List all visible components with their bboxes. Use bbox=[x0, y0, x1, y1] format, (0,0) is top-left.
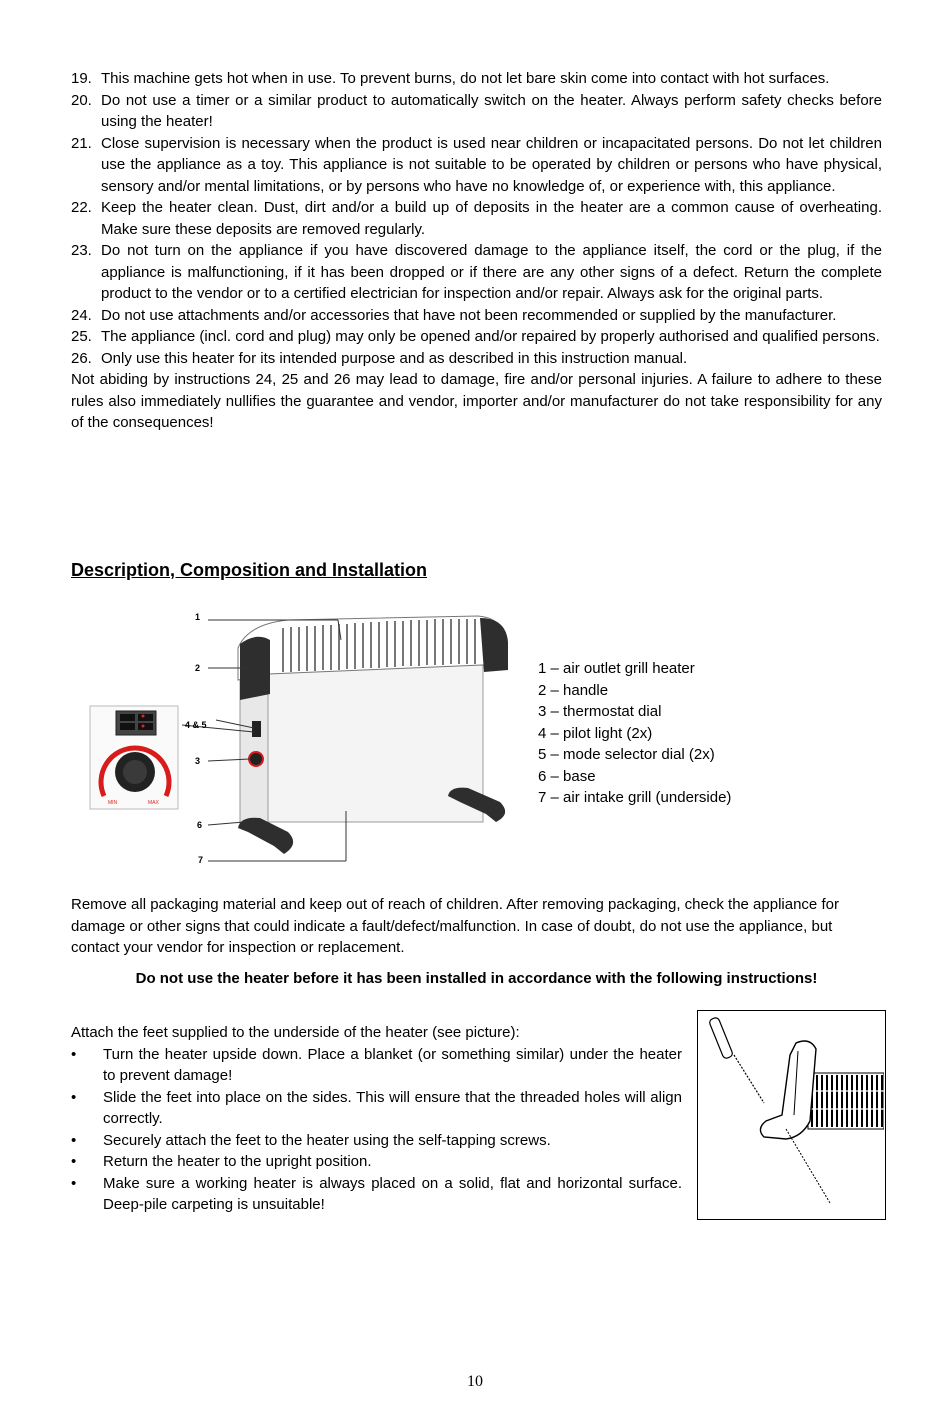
dial-min-label: MIN bbox=[108, 800, 118, 806]
feet-intro: Attach the feet supplied to the underside of the heater (see picture): bbox=[71, 1024, 520, 1041]
callout-7: 7 bbox=[198, 855, 204, 865]
safety-instructions-list bbox=[71, 68, 882, 434]
parts-legend bbox=[538, 658, 731, 809]
legend-item: 4 – pilot light (2x) bbox=[538, 724, 653, 742]
legend-item: 2 – handle bbox=[538, 681, 609, 699]
bullet-icon: • bbox=[71, 1088, 77, 1106]
bullet-icon: • bbox=[71, 1045, 77, 1063]
bullet-icon: • bbox=[71, 1153, 77, 1170]
list-item: 26. Only use this heater for its intended purpose and as described in this instruction manual. bbox=[71, 349, 688, 367]
list-item: • Make sure a working heater is always placed on a solid, flat and horizontal surface. Deep-pile carpeting is unsuitable! bbox=[71, 1174, 682, 1213]
list-item: • Return the heater to the upright position. bbox=[71, 1151, 682, 1173]
callout-4-5: 4 & 5 bbox=[185, 720, 207, 730]
list-item: 19. This machine gets hot when in use. To prevent burns, do not let bare skin come into contact with hot surfaces. bbox=[71, 70, 830, 87]
list-item: 22. Keep the heater clean. Dust, dirt and/or a build up of deposits in the heater are a common cause of overheating. Make sure these deposits are removed regularly. bbox=[71, 199, 882, 238]
list-item: 21. Close supervision is necessary when the product is used near children or incapacitated persons. Do not let children use the appliance as a toy. This appliance is not suitable to be operated by children or persons who have physical, sensory and/or mental limitations, or by persons who have no knowledge of, or experience with, this appliance. bbox=[71, 134, 882, 195]
callout-2: 2 bbox=[195, 663, 201, 673]
list-item: 24. Do not use attachments and/or accessories that have not been recommended or supplied by the manufacturer. bbox=[71, 306, 837, 324]
legend-item: 3 – thermostat dial bbox=[538, 703, 662, 720]
heater-diagram bbox=[88, 596, 528, 868]
screwdriver-and-foot-drawing bbox=[698, 1011, 884, 1218]
section-heading: Description, Composition and Installation bbox=[71, 560, 428, 580]
list-item: 23. Do not turn on the appliance if you have discovered damage to the appliance itself, the cord or the plug, if the appliance is malfunctioning, if it has been dropped or if there are any other signs of a defect. Return the complete product to the vendor or to a certified electrician for inspection and/or repair. Always ask for the original parts. bbox=[71, 242, 882, 302]
bullet-icon: • bbox=[71, 1131, 77, 1149]
list-item: 25. The appliance (incl. cord and plug) may only be opened and/or repaired by properly authorised and qualified persons. bbox=[71, 328, 880, 345]
list-item: 20. Do not use a timer or a similar product to automatically switch on the heater. Always perform safety checks before using the heater! bbox=[71, 91, 882, 130]
callout-6: 6 bbox=[197, 820, 203, 830]
feet-instructions bbox=[71, 1022, 682, 1216]
bullet-icon: • bbox=[71, 1174, 77, 1192]
legend-item: 1 – air outlet grill heater bbox=[538, 660, 695, 677]
list-item: • Securely attach the feet to the heater using the self-tapping screws. bbox=[71, 1130, 682, 1152]
heater-body bbox=[238, 616, 508, 854]
dial-max-label: MAX bbox=[148, 800, 159, 806]
callout-3: 3 bbox=[195, 756, 201, 766]
list-item: • Turn the heater upside down. Place a blanket (or something similar) under the heater to prevent damage! bbox=[71, 1045, 682, 1084]
legend-item: 7 – air intake grill (underside) bbox=[538, 789, 732, 806]
page-number: 10 bbox=[467, 1373, 483, 1390]
feet-attachment-illustration bbox=[697, 1010, 886, 1220]
control-panel-inset bbox=[90, 706, 178, 809]
callout-1: 1 bbox=[195, 612, 201, 622]
closing-paragraph: Not abiding by instructions 24, 25 and 26 may lead to damage, fire and/or personal injuries. A failure to adhere to these rules also immediately nullifies the guarantee and vendor, importer and/or manufacturer do not take responsibility for any of the consequences! bbox=[71, 371, 882, 431]
packaging-paragraph: Remove all packaging material and keep out of reach of children. After removing packaging, check the appliance for damage or other signs that could indicate a fault/defect/malfunction. In case of doubt, do not use the appliance, but contact your vendor for inspection or replacement. bbox=[71, 896, 839, 956]
list-item: • Slide the feet into place on the sides. This will ensure that the threaded holes will align correctly. bbox=[71, 1088, 682, 1127]
installation-warning: Do not use the heater before it has been installed in accordance with the following instructions! bbox=[135, 970, 818, 987]
legend-item: 5 – mode selector dial (2x) bbox=[538, 746, 715, 763]
legend-item: 6 – base bbox=[538, 767, 596, 785]
